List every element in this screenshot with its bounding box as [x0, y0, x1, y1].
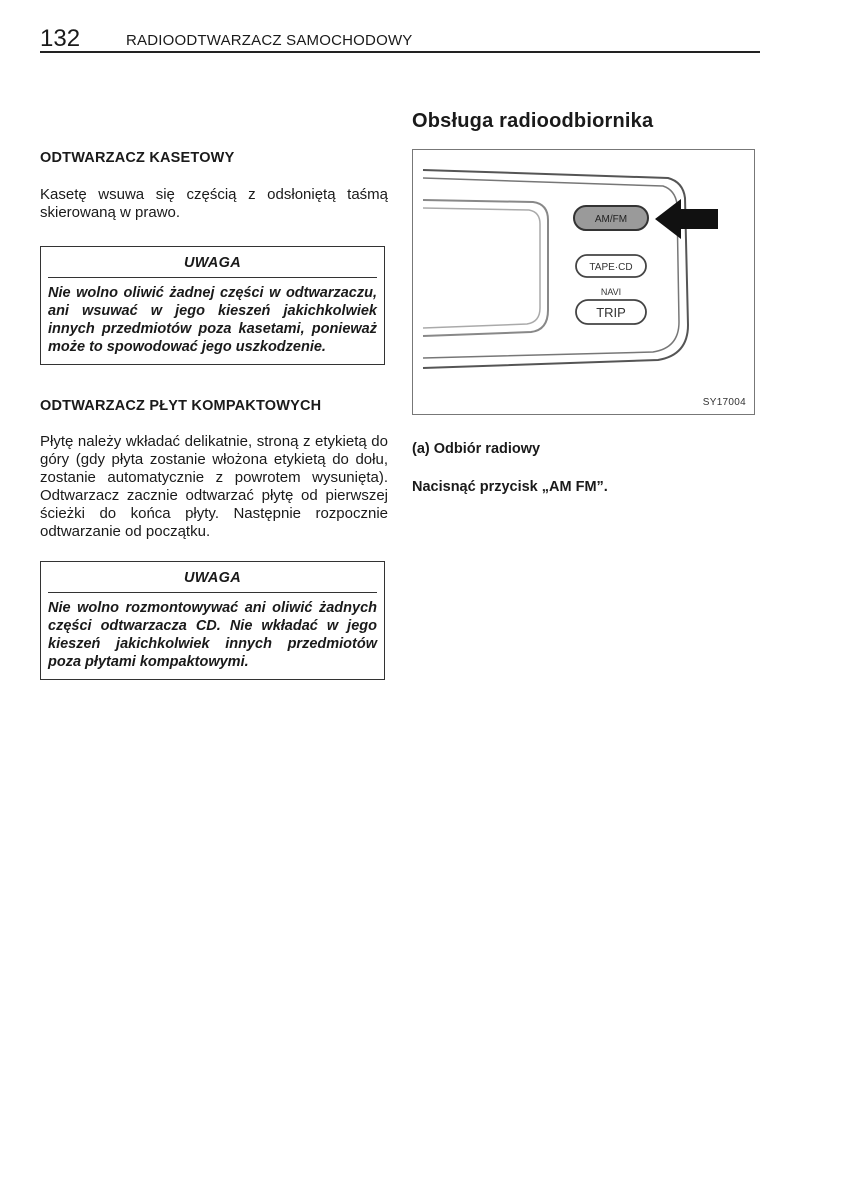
cassette-text: Kasetę wsuwa się częścią z odsłoniętą taśmą skierowaną w prawo. [40, 186, 388, 221]
tape-cd-label: TAPE·CD [589, 262, 633, 273]
cd-text: Płytę należy wkładać delikatnie, stroną z etykietą do góry (gdy płyta zostanie włożona etykietą do dołu, zostanie automatycznie z powrotem wysunięta). Odtwarzacz zacznie odtwarzać płytę od pierwszej ścieżki do końca płyty. Następnie rozpocznie odtwarzanie od początku. [40, 433, 388, 540]
figure-code: SY17004 [702, 397, 746, 408]
page-header [40, 26, 760, 52]
cassette-notice-title: UWAGA [48, 253, 377, 278]
navi-label: NAVI [600, 287, 622, 297]
cd-notice-text: Nie wolno rozmontowywać ani oliwić żadnych części odtwarzacza CD. Nie wkładać w jego kieszeń jakichkolwiek innych przedmiotów poza płytami kompaktowymi. [48, 600, 377, 670]
trip-label: TRIP [596, 305, 626, 320]
chapter-title: RADIOODTWARZACZ SAMOCHODOWY [126, 32, 413, 49]
radio-section-title: Obsługa radioodbiornika [412, 110, 654, 132]
header-rule [40, 51, 760, 53]
cassette-heading: ODTWARZACZ KASETOWY [40, 150, 235, 166]
cd-heading: ODTWARZACZ PŁYT KOMPAKTOWYCH [40, 398, 322, 414]
right-column [412, 110, 762, 495]
page-number: 132 [40, 25, 81, 52]
cd-notice-box [40, 561, 385, 680]
sub-heading-radio-reception: (a) Odbiór radiowy [412, 441, 541, 457]
cd-notice-title: UWAGA [48, 568, 377, 593]
radio-panel-illustration [413, 150, 754, 414]
cassette-notice-text: Nie wolno oliwić żadnej części w odtwarzaczu, ani wsuwać w jego kieszeń jakichkolwiek innych przedmiotów poza kasetami, ponieważ może to spowodować jego uszkodzenie. [48, 285, 377, 355]
cassette-notice-box [40, 246, 385, 365]
radio-panel-figure [412, 149, 755, 415]
left-column [40, 150, 388, 680]
amfm-label: AM/FM [594, 214, 628, 225]
instruction-text: Nacisnąć przycisk „AM FM”. [412, 479, 608, 495]
